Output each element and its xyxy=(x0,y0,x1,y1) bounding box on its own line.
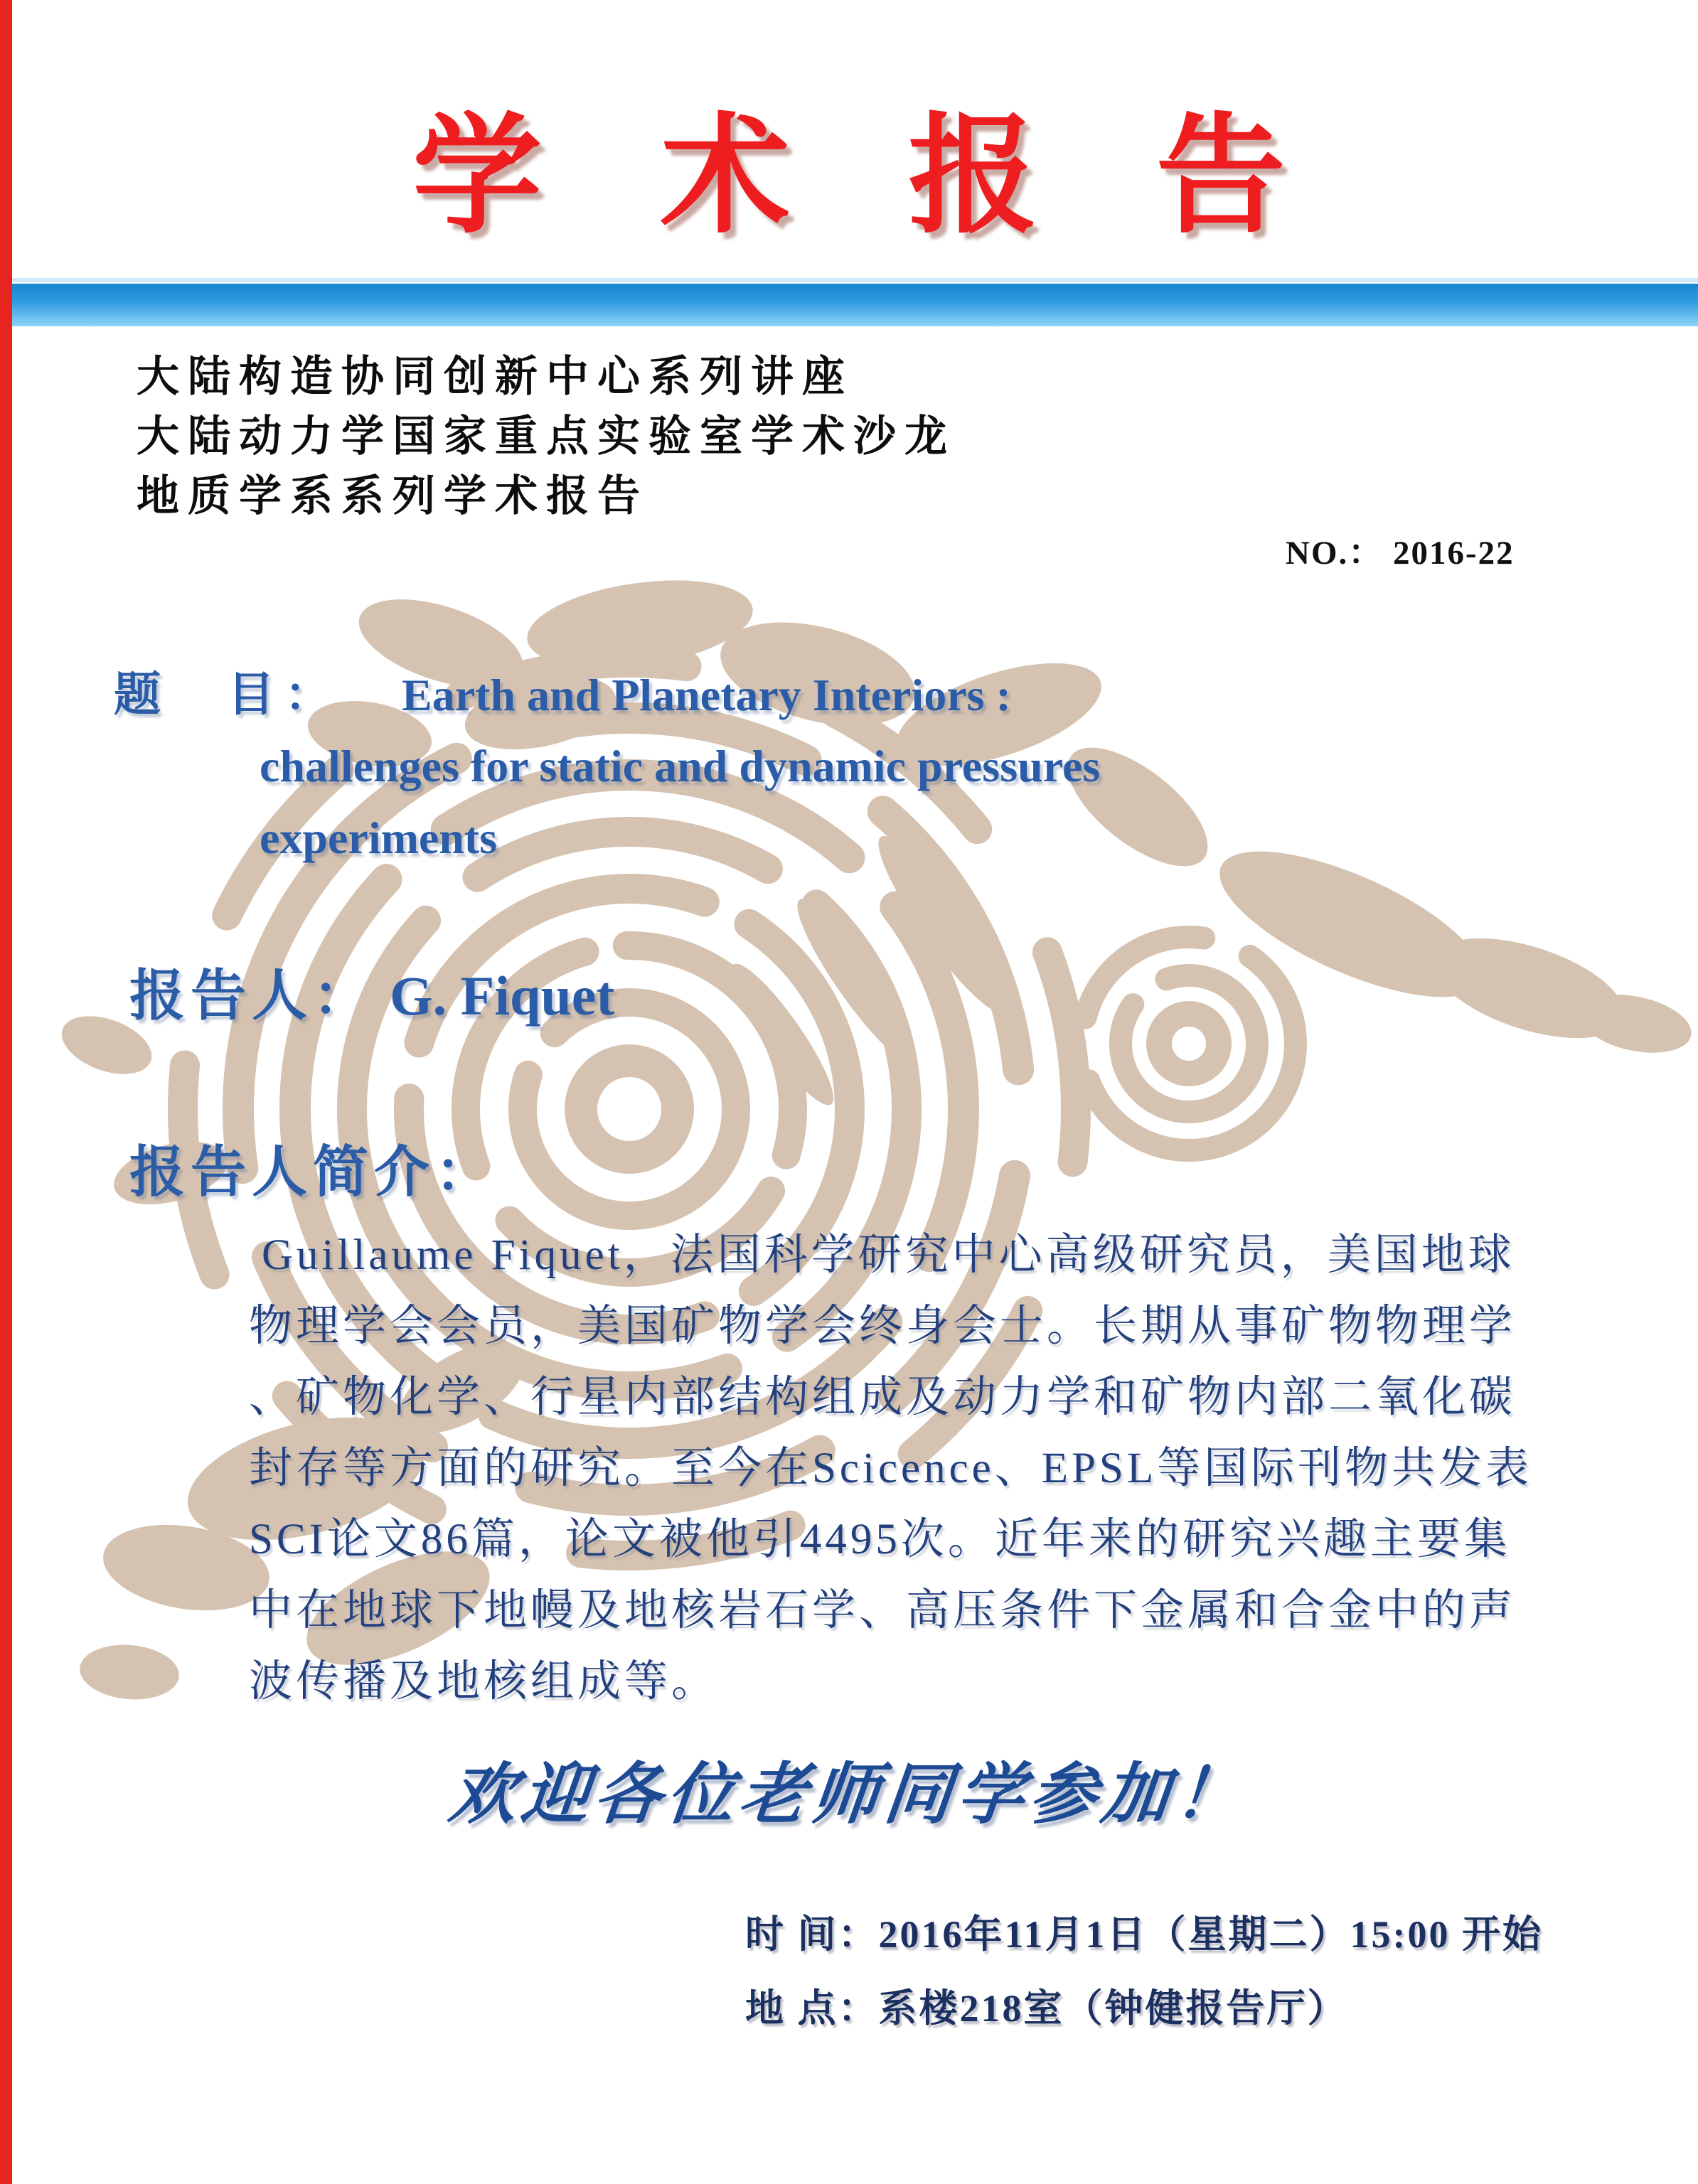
topic-title-english: Earth and Planetary Interiors : xyxy=(402,670,1011,720)
series-line-1: 大陆构造协同创新中心系列讲座 xyxy=(137,353,853,400)
bio-heading: 报告人简介： xyxy=(129,1140,497,1203)
topic-label: 题 目： xyxy=(114,668,341,720)
topic-line-2: challenges for static and dynamic pressures xyxy=(260,741,1101,791)
page-title: 学 术 报 告 xyxy=(412,103,1327,248)
speaker-name: G. Fiquet xyxy=(390,965,615,1027)
bio-line-2: 物理学会会员，美国矿物学会终身会士。长期从事矿物物理学 xyxy=(249,1302,1517,1350)
issue-number: NO.： 2016-22 xyxy=(1286,535,1515,572)
bio-line-6: 中在地球下地幔及地核岩石学、高压条件下金属和合金中的声 xyxy=(249,1587,1517,1634)
topic-line-3: experiments xyxy=(260,813,498,863)
series-line-2: 大陆动力学国家重点实验室学术沙龙 xyxy=(137,413,956,460)
bio-line-1: Guillaume Fiquet，法国科学研究中心高级研究员，美国地球 xyxy=(262,1231,1515,1279)
topic-block xyxy=(114,658,1100,874)
blue-banner-bar xyxy=(0,284,1698,326)
speaker-row xyxy=(129,951,614,1031)
speaker-label: 报告人： xyxy=(129,964,375,1027)
bio-paragraph xyxy=(249,1220,1643,1718)
bio-line-3: 、矿物化学、行星内部结构组成及动力学和矿物内部二氧化碳 xyxy=(249,1374,1517,1421)
bio-line-7: 波传播及地核组成等。 xyxy=(249,1658,719,1706)
banner-highlight-line xyxy=(0,278,1698,282)
topic-line-1 xyxy=(114,658,1100,730)
bio-line-5: SCI论文86篇，论文被他引4495次。近年来的研究兴趣主要集 xyxy=(249,1516,1511,1563)
time-line: 时 间：2016年11月1日（星期二）15:00 开始 xyxy=(745,1913,1544,1956)
welcome-line: 欢迎各位老师同学参加！ xyxy=(445,1758,1251,1832)
place-line: 地 点：系楼218室（钟健报告厅） xyxy=(745,1987,1348,2030)
series-line-3: 地质学系系列学术报告 xyxy=(137,473,648,520)
bio-line-4: 封存等方面的研究。至今在Scicence、EPSL等国际刊物共发表 xyxy=(249,1445,1533,1492)
series-lines xyxy=(137,347,956,526)
left-edge-red-bar xyxy=(0,0,12,2184)
